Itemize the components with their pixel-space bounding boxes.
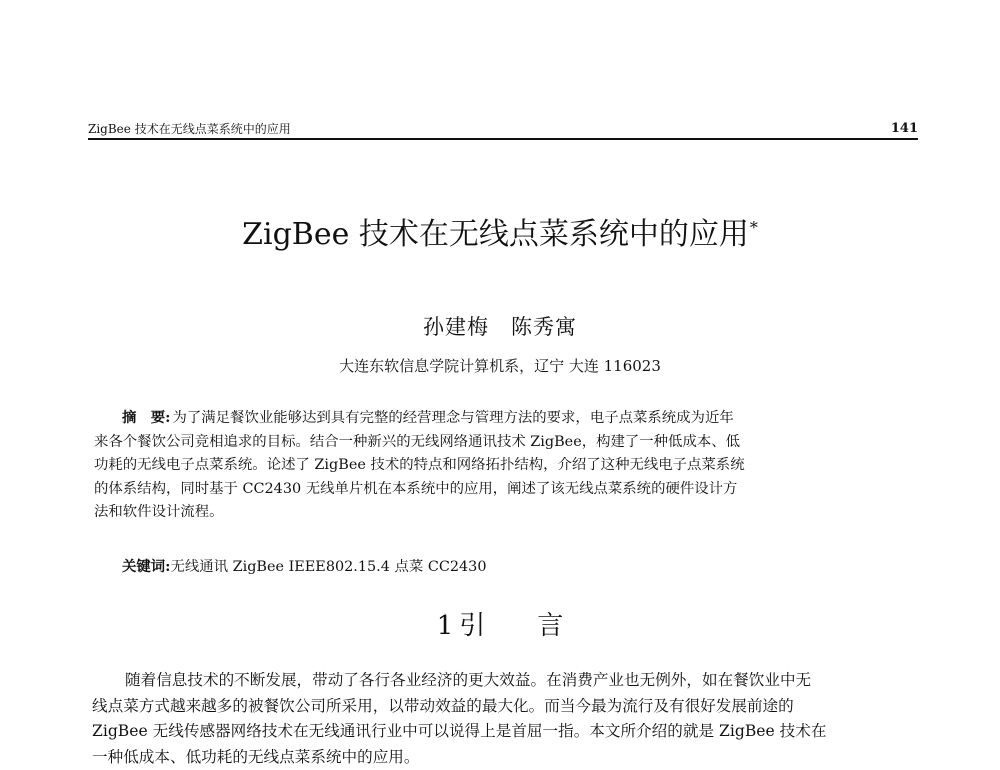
paper-title-text: ZigBee 技术在无线点菜系统中的应用 [242,217,749,252]
header-rule [88,138,918,140]
body-line: 线点菜方式越来越多的被餐饮公司所采用，以带动效益的最大化。而当今最为流行及有很好发展前途的 [92,694,914,720]
affiliation: 大连东软信息学院计算机系，辽宁 大连 116023 [0,354,1000,378]
body-line: 随着信息技术的不断发展，带动了各行各业经济的更大效益。在消费产业也无例外，如在餐饮业中无 [92,668,914,694]
abstract-line: 来各个餐饮公司竞相追求的目标。结合一种新兴的无线网络通讯技术 ZigBee，构建了一种低成本、低 [94,431,910,455]
section-title-char-2: 言 [537,611,563,641]
abstract-line: 法和软件设计流程。 [94,501,910,525]
paper-title [0,206,1000,257]
abstract [94,406,910,525]
title-footnote-mark: * [750,218,758,237]
abstract-label: 摘 要: [122,409,170,426]
abstract-line: 的体系结构，同时基于 CC2430 无线单片机在本系统中的应用，阐述了该无线点菜系统的硬件设计方 [94,478,910,502]
keywords [122,555,912,580]
running-head [88,120,918,138]
body-line: ZigBee 无线传感器网络技术在无线通讯行业中可以说得上是首屈一指。本文所介绍的就是 ZigBee 技术在 [92,719,914,745]
keywords-label: 关键词: [122,558,170,575]
keywords-text: 无线通讯 ZigBee IEEE802.15.4 点菜 CC2430 [170,559,486,575]
abstract-line: 功耗的无线电子点菜系统。论述了 ZigBee 技术的特点和网络拓扑结构，介绍了这种无线电子点菜系统 [94,454,910,478]
section-number: 1 [437,611,454,641]
section-heading [0,606,1000,646]
page-number: 141 [891,120,918,138]
running-head-title: ZigBee 技术在无线点菜系统中的应用 [88,120,291,138]
abstract-text: 为了满足餐饮业能够达到具有完整的经营理念与管理方法的要求，电子点菜系统成为近年 [172,410,733,426]
authors: 孙建梅 陈秀寓 [0,312,1000,342]
body-line: 一种低成本、低功耗的无线点菜系统中的应用。 [92,745,914,770]
section-title-char-1: 引 [459,611,485,641]
abstract-line [94,406,910,431]
body-paragraph [92,668,914,770]
